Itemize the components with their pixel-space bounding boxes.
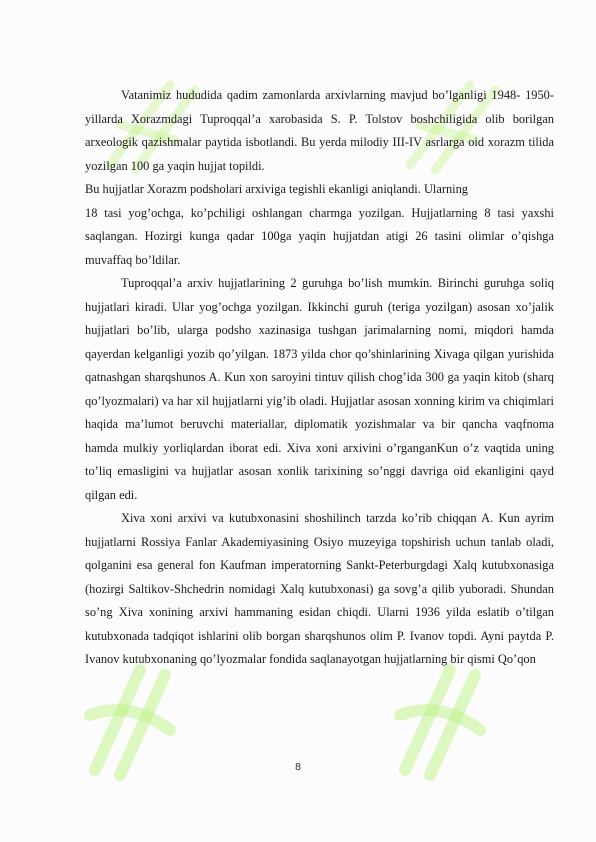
- paragraph: Tuproqqal’a arxiv hujjatlarining 2 guruhga bo’lish mumkin. Birinchi guruhga soliq hujjatlari kiradi. Ular yog’ochga yozilgan. Ikkinchi guruh (teriga yozilgan) asosan xo’jalik hujjatlari bo’lib, ularga podsho xazinasiga tushgan jarimalarning nomi, miqdori hamda qayerdan kelganligi yozib qo’yilgan. 1873 yilda chor qo’shinlarining Xivaga qilgan yurishida qatnashgan sharqshunos A. Kun xon saroyini tintuv qilish chog’ida 300 ga yaqin kitob (sharq qo’lyozmalari) va har xil hujjatlarni yig’ib oladi. Hujjatlar asosan xonning kirim va chiqimlari haqida ma’lumot beruvchi materiallar, diplomatik yozishmalar va bir qancha vaqfnoma hamda mulkiy yorliqlardan iborat edi. Xiva xoni arxivini o’rganganKun o’z vaqtida uning to’liq emasligini va hujjatlar asosan xonlik tarixining so’nggi davriga oid ekanligini qayd qilgan edi.: [85, 276, 554, 502]
- paragraph: Bu hujjatlar Xorazm podsholari arxiviga tegishli ekanligi aniqlandi. Ularning: [85, 182, 468, 196]
- paragraph: Vatanimiz hududida qadim zamonlarda arxivlarning mavjud bo’lganligi 1948- 1950-yillarda Xorazmdagi Tuproqqal’a xarobasida S. P. Tolstov boshchiligida olib borilgan arxeologik qazishmalar paytida isbotlandi. Bu yerda milodiy III-IV asrlarga oid xorazm tilida yozilgan 100 ga yaqin hujjat topildi.: [85, 88, 554, 173]
- paragraph: Xiva xoni arxivi va kutubxonasini shoshilinch tarzda ko’rib chiqqan A. Kun ayrim hujjatlarni Rossiya Fanlar Akademiyasining Osiyo muzeyiga topshirish uchun tanlab oladi, qolganini esa general fon Kaufman imperatorning Sankt-Peterburgdagi Xalq kutubxonasiga (hozirgi Saltikov-Shchedrin nomidagi Xalq kutubxonasi) ga sovg’a qilib yuboradi. Shundan so’ng Xiva xonining arxivi hammaning esidan chiqdi. Ularni 1936 yilda eslatib o’tilgan kutubxonada tadqiqot ishlarini olib borgan sharqshunos olim P. Ivanov topdi. Ayni paytda P. Ivanov kutubxonaning qo’lyozmalar fondida saqlanayotgan hujjatlarning bir qismi Qo’qon: [85, 511, 554, 666]
- document-body: [85, 84, 554, 672]
- paragraph: 18 tasi yog’ochga, ko’pchiligi oshlangan charmga yozilgan. Hujjatlarning 8 tasi yaxshi saqlangan. Hozirgi kunga qadar 100ga yaqin hujjatdan atigi 26 tasini olimlar o’qishga muvaffaq bo’ldilar.: [85, 205, 554, 267]
- page-number: 8: [294, 762, 302, 773]
